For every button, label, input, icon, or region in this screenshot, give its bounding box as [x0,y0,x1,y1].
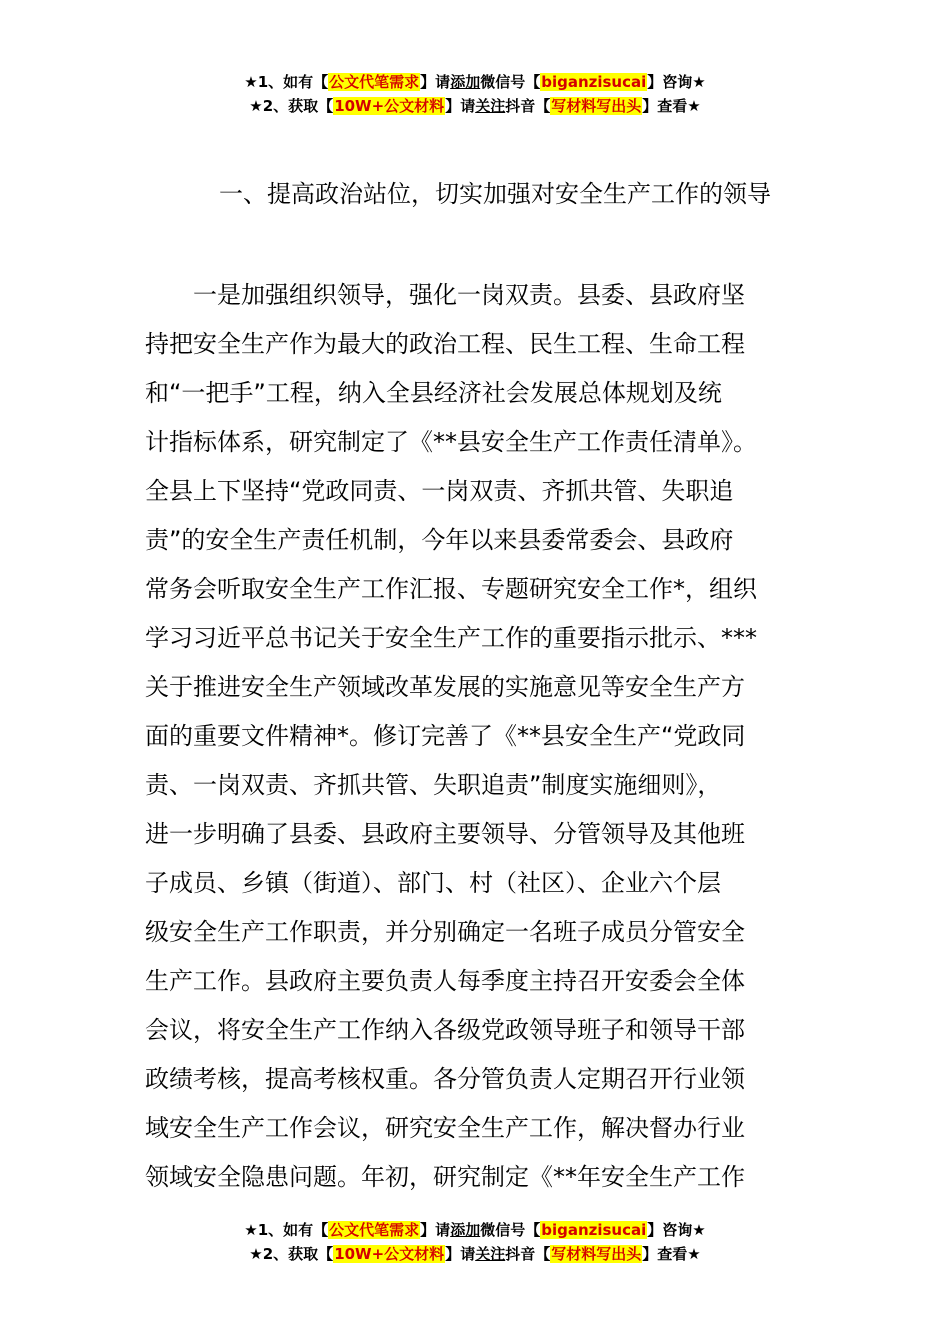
banner-text: 】查看★ [642,1245,701,1263]
section-heading: 一、提高政治站位，切实加强对安全生产工作的领导 [219,180,771,208]
banner-underline: 关注 [475,1245,506,1263]
banner-underline: 关注 [475,97,506,115]
banner-highlight-wechat: biganzisucai [541,73,647,91]
body-line: 领域安全隐患问题。年初，研究制定《**年安全生产工作 [145,1163,745,1191]
banner-text: ★2、获取【 [249,97,334,115]
banner-text: 】请 [445,97,476,115]
body-line: 域安全生产工作会议，研究安全生产工作，解决督办行业 [145,1114,745,1142]
body-line: 全县上下坚持“党政同责、一岗双责、齐抓共管、失职追 [145,477,734,505]
banner-text: 微信号【 [480,1221,541,1239]
banner-text: 】请 [420,1221,451,1239]
body-line: 责、一岗双责、齐抓共管、失职追责”制度实施细则》， [145,771,722,799]
body-line: 生产工作。县政府主要负责人每季度主持召开安委会全体 [145,967,745,995]
body-line: 责”的安全生产责任机制，今年以来县委常委会、县政府 [145,526,734,554]
banner-highlight: 公文代笔需求 [329,1221,420,1239]
banner-highlight: 10W+公文材料 [334,97,445,115]
banner-text: 微信号【 [480,73,541,91]
body-line: 学习习近平总书记关于安全生产工作的重要指示批示、*** [145,624,757,652]
body-line: 计指标体系，研究制定了《**县安全生产工作责任清单》。 [145,428,757,456]
body-line: 持把安全生产作为最大的政治工程、民生工程、生命工程 [145,330,745,358]
body-line: 进一步明确了县委、县政府主要领导、分管领导及其他班 [145,820,745,848]
banner-highlight: 公文代笔需求 [329,73,420,91]
banner-line-2 [0,1242,950,1266]
banner-text: 抖音【 [505,1245,551,1263]
banner-text: ★2、获取【 [249,1245,334,1263]
banner-highlight: 10W+公文材料 [334,1245,445,1263]
body-line: 和“一把手”工程，纳入全县经济社会发展总体规划及统 [145,379,722,407]
top-banner [0,70,950,118]
banner-highlight-wechat: biganzisucai [541,1221,647,1239]
banner-line-2 [0,94,950,118]
banner-highlight-douyin: 写材料写出头 [551,1245,642,1263]
body-line: 常务会听取安全生产工作汇报、专题研究安全工作*，组织 [145,575,757,603]
banner-text: ★1、如有【 [244,1221,329,1239]
banner-underline: 添加 [450,73,481,91]
banner-text: 】查看★ [642,97,701,115]
body-line: 级安全生产工作职责，并分别确定一名班子成员分管安全 [145,918,745,946]
banner-text: ★1、如有【 [244,73,329,91]
body-line: 政绩考核，提高考核权重。各分管负责人定期召开行业领 [145,1065,745,1093]
banner-text: 】咨询★ [647,73,706,91]
banner-text: 】咨询★ [647,1221,706,1239]
body-line: 会议，将安全生产工作纳入各级党政领导班子和领导干部 [145,1016,745,1044]
banner-line-1 [0,70,950,94]
body-line: 一是加强组织领导，强化一岗双责。县委、县政府坚 [145,281,745,309]
body-line: 子成员、乡镇（街道）、部门、村（社区）、企业六个层 [145,869,721,897]
banner-text: 】请 [420,73,451,91]
banner-highlight-douyin: 写材料写出头 [551,97,642,115]
banner-text: 抖音【 [505,97,551,115]
body-line: 关于推进安全生产领域改革发展的实施意见等安全生产方 [145,673,745,701]
banner-line-1 [0,1218,950,1242]
body-line: 面的重要文件精神*。修订完善了《**县安全生产“党政同 [145,722,746,750]
banner-text: 】请 [445,1245,476,1263]
banner-underline: 添加 [450,1221,481,1239]
bottom-banner [0,1218,950,1266]
